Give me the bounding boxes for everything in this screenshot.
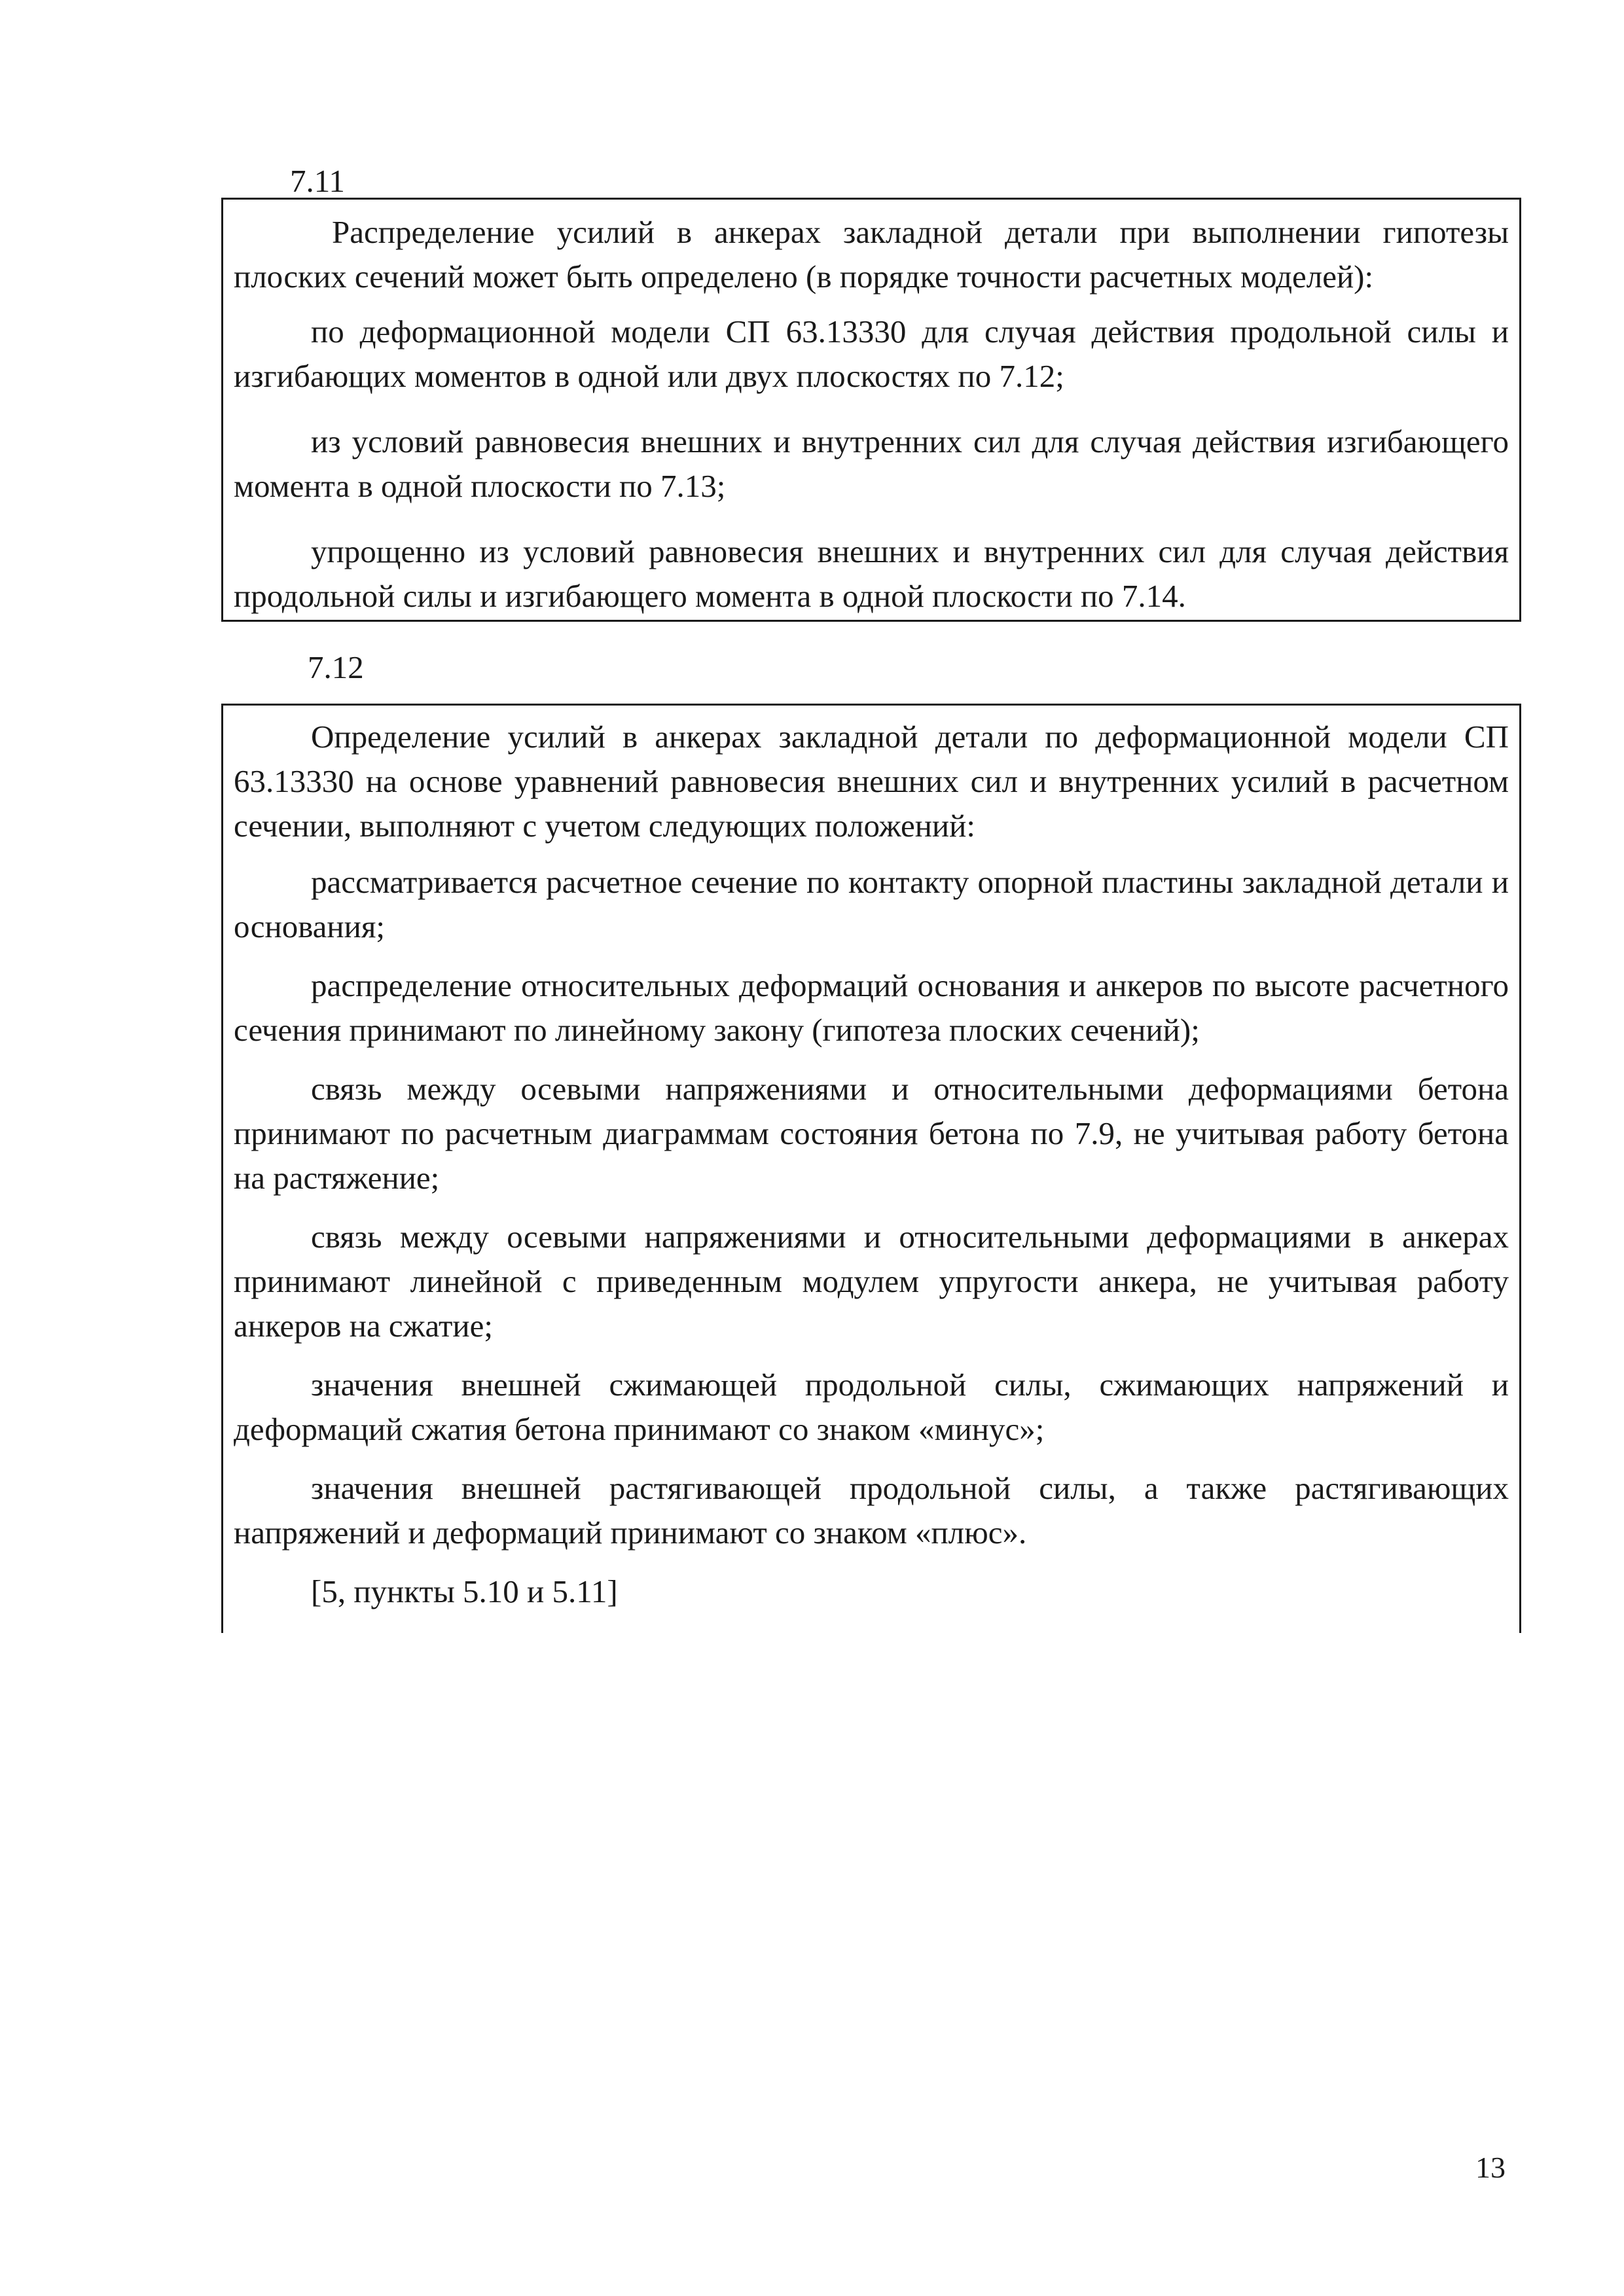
section-7-11-paragraph-4: упрощенно из условий равновесия внешних и внутренних сил для случая действия продольной силы и изгибающего момента в одной плоскости по 7.14. — [234, 533, 1509, 614]
section-7-12-paragraph-5: связь между осевыми напряжениями и относительными деформациями в анкерах принимают линейной с приведенным модулем упругости анкера, не учитывая работу анкеров на сжатие; — [234, 1219, 1509, 1344]
section-7-11-paragraph-2: по деформационной модели СП 63.13330 для случая действия продольной силы и изгибающих моментов в одной или двух плоскостях по 7.12; — [234, 314, 1509, 394]
section-7-12-paragraph-4: связь между осевыми напряжениями и относительными деформациями бетона принимают по расчетным диаграммам состояния бетона по 7.9, не учитывая работу бетона на растяжение; — [234, 1071, 1509, 1196]
section-number-7-11: 7.11 — [290, 163, 345, 199]
section-7-12-paragraph-7: значения внешней растягивающей продольной силы, а также растягивающих напряжений и деформаций принимают со знаком «плюс». — [234, 1470, 1509, 1551]
section-7-12-paragraph-6: значения внешней сжимающей продольной силы, сжимающих напряжений и деформаций сжатия бетона принимают со знаком «минус»; — [234, 1367, 1509, 1447]
section-7-12-paragraph-2: рассматривается расчетное сечение по контакту опорной пластины закладной детали и основания; — [234, 864, 1509, 944]
section-7-12-box — [221, 704, 1521, 1633]
section-7-11-box — [221, 198, 1521, 622]
section-7-11-paragraph-1: Распределение усилий в анкерах закладной детали при выполнении гипотезы плоских сечений может быть определено (в порядке точности расчетных моделей): — [234, 214, 1509, 295]
section-7-12-paragraph-3: распределение относительных деформаций основания и анкеров по высоте расчетного сечения принимают по линейному закону (гипотеза плоских сечений); — [234, 967, 1509, 1048]
section-7-12-paragraph-1: Определение усилий в анкерах закладной детали по деформационной модели СП 63.13330 на основе уравнений равновесия внешних сил и внутренних усилий в расчетном сечении, выполняют с учетом следующих положений: — [234, 719, 1509, 844]
section-number-7-12: 7.12 — [308, 649, 364, 685]
section-7-12-reference: [5, пункты 5.10 и 5.11] — [311, 1573, 618, 1609]
section-7-11-paragraph-3: из условий равновесия внешних и внутренних сил для случая действия изгибающего момента в одной плоскости по 7.13; — [234, 423, 1509, 504]
page-number: 13 — [1475, 2151, 1506, 2184]
